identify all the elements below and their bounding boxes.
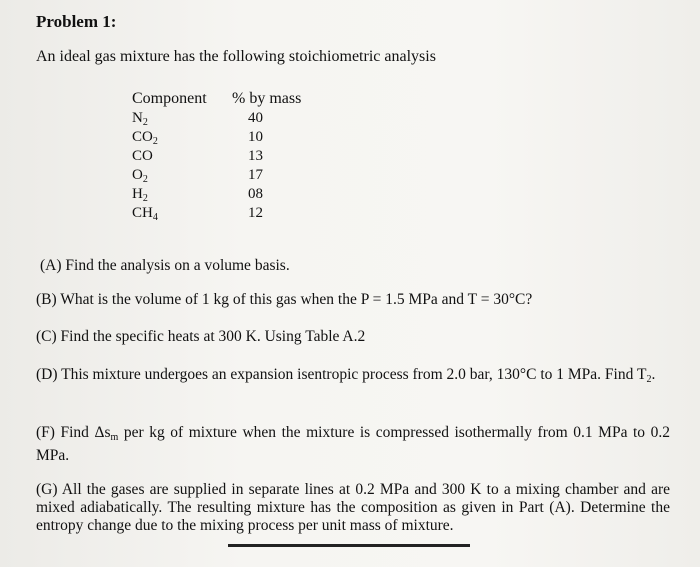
underline-rule: [228, 544, 470, 547]
table-row: [132, 204, 327, 223]
mass-cell: 12: [248, 205, 263, 221]
table-row: [132, 128, 327, 147]
mass-cell: 10: [248, 129, 263, 145]
table-row: [132, 166, 327, 185]
question-b: (B) What is the volume of 1 kg of this gas when the P = 1.5 MPa and T = 30°C?: [36, 291, 533, 308]
table-row: [132, 147, 327, 166]
header-mass: % by mass: [232, 90, 302, 107]
header-component: Component: [132, 90, 207, 107]
question-a: (A) Find the analysis on a volume basis.: [40, 257, 290, 274]
table-row: [132, 185, 327, 204]
question-c: (C) Find the specific heats at 300 K. Using Table A.2: [36, 328, 366, 345]
component-cell: $CH_4$: [132, 205, 158, 223]
table-header-row: [132, 88, 327, 109]
mass-cell: 13: [248, 148, 263, 164]
component-cell: $CO_2$: [132, 129, 158, 147]
component-cell: $H_2$: [132, 186, 148, 204]
question-f: (F) Find $\Delta s_m$ per kg of mixture when the mixture is compressed isothermally from 0.1 MPa to 0.2 MPa.: [36, 424, 670, 464]
mass-cell: 08: [248, 186, 263, 202]
question-d: (D) This mixture undergoes an expansion isentropic process from 2.0 bar, 130°C to 1 MPa. Find $T_2$.: [36, 366, 656, 385]
composition-table: [132, 88, 327, 223]
intro-text: An ideal gas mixture has the following stoichiometric analysis: [36, 48, 436, 65]
mass-cell: 17: [248, 167, 263, 183]
question-g: (G) All the gases are supplied in separate lines at 0.2 MPa and 300 K to a mixing chamber and are mixed adiabatically. The resulting mixture has the composition as given in Part (A). Determine the entropy change due to the mixing process per unit mass of mixture.: [36, 481, 670, 534]
table-row: [132, 109, 327, 128]
component-cell: CO: [132, 148, 153, 164]
mass-cell: 40: [248, 110, 263, 126]
component-cell: $O_2$: [132, 167, 148, 185]
component-cell: $N_2$: [132, 110, 148, 128]
problem-title: Problem 1:: [36, 12, 117, 31]
